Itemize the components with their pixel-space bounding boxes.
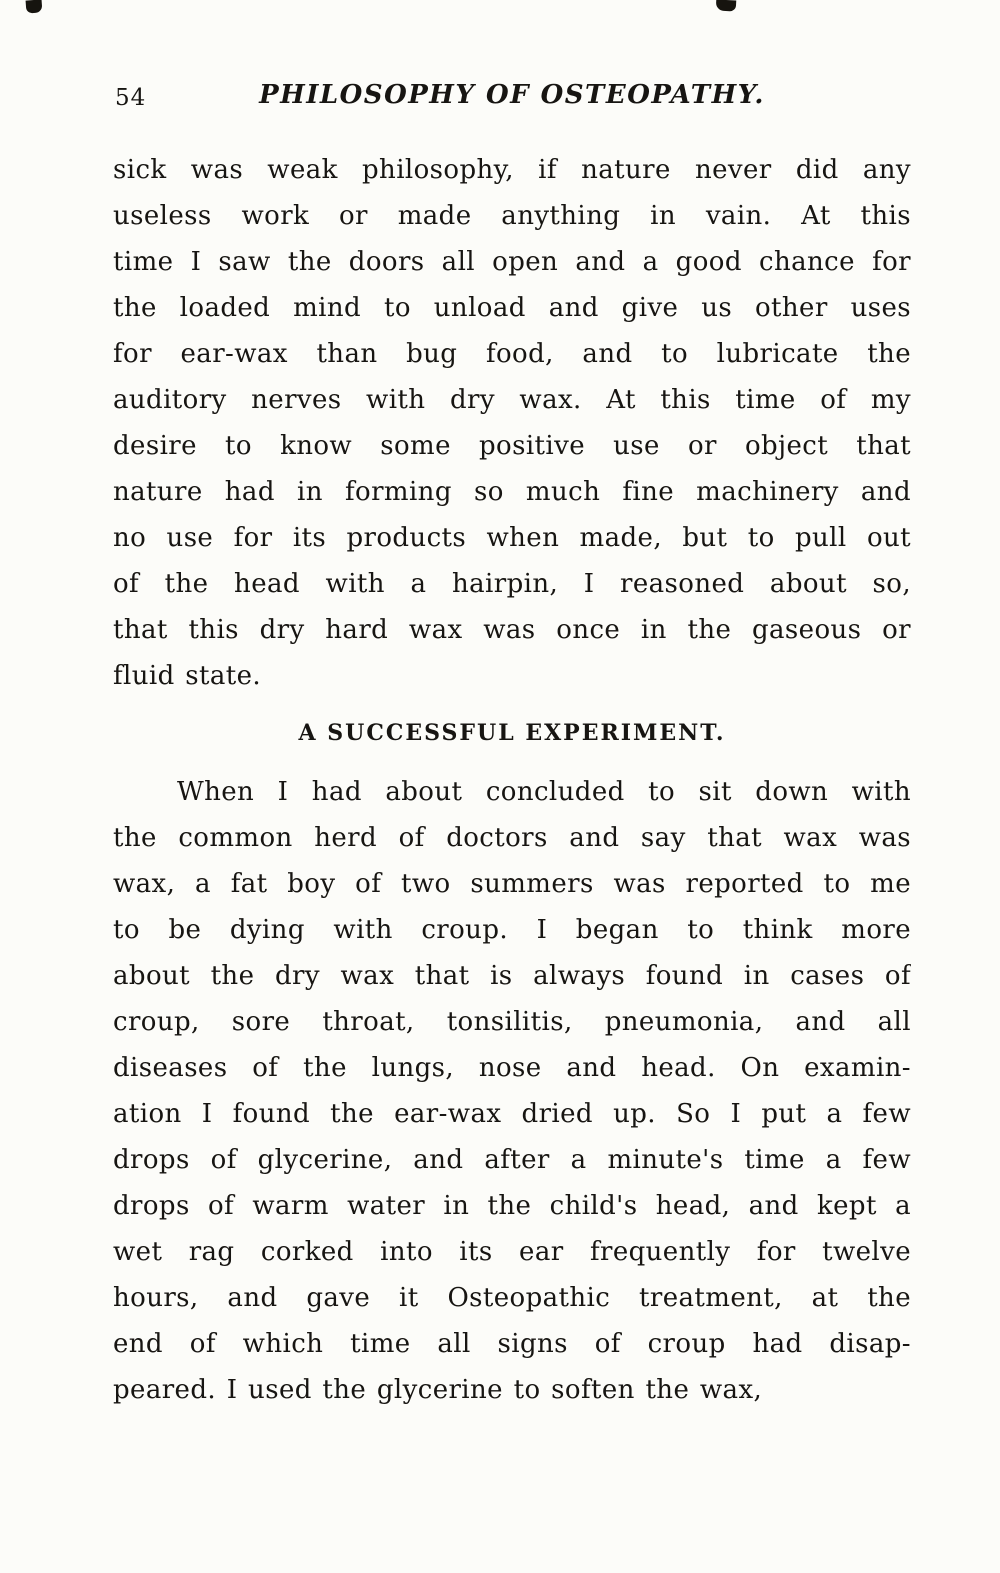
text-line: sick was weak philosophy, if nature never did any [113,155,911,185]
text-line: for ear-wax than bug food, and to lubricate the [113,339,911,369]
paragraph [113,147,911,699]
text-line: drops of glycerine, and after a minute's time a few [113,1145,911,1175]
text-line: ation I found the ear-wax dried up. So I put a few [113,1099,911,1129]
text-line: nature had in forming so much fine machinery and [113,477,911,507]
running-title: PHILOSOPHY OF OSTEOPATHY. [259,80,765,110]
text-line: of the head with a hairpin, I reasoned about so, [113,569,911,599]
body-text [113,147,911,1413]
text-line: time I saw the doors all open and a good chance for [113,247,911,277]
text-line: diseases of the lungs, nose and head. On examin- [113,1053,911,1083]
text-line: hours, and gave it Osteopathic treatment, at the [113,1283,911,1313]
scan-artifact-right [716,0,737,12]
text-line: When I had about concluded to sit down with [177,777,911,807]
text-line: desire to know some positive use or object that [113,431,911,461]
text-line: no use for its products when made, but to pull out [113,523,911,553]
text-line: drops of warm water in the child's head, and kept a [113,1191,911,1221]
section-heading: A SUCCESSFUL EXPERIMENT. [298,720,726,746]
text-line: the common herd of doctors and say that wax was [113,823,911,853]
text-line: to be dying with croup. I began to think more [113,915,911,945]
text-line: useless work or made anything in vain. At this [113,201,911,231]
text-line: fluid state. [113,661,262,691]
text-line: end of which time all signs of croup had disap- [113,1329,911,1359]
text-line: the loaded mind to unload and give us other uses [113,293,911,323]
text-line: wax, a fat boy of two summers was reported to me [113,869,911,899]
text-line: auditory nerves with dry wax. At this time of my [113,385,911,415]
paragraph [113,769,911,1413]
text-line: peared. I used the glycerine to soften the wax, [113,1375,763,1405]
text-line: wet rag corked into its ear frequently for twelve [113,1237,911,1267]
page-header [113,80,911,110]
text-line: that this dry hard wax was once in the gaseous or [113,615,911,645]
text-line: croup, sore throat, tonsilitis, pneumonia, and all [113,1007,911,1037]
scan-artifact-left [26,0,43,14]
page-number: 54 [115,85,147,111]
text-line: about the dry wax that is always found in cases of [113,961,911,991]
